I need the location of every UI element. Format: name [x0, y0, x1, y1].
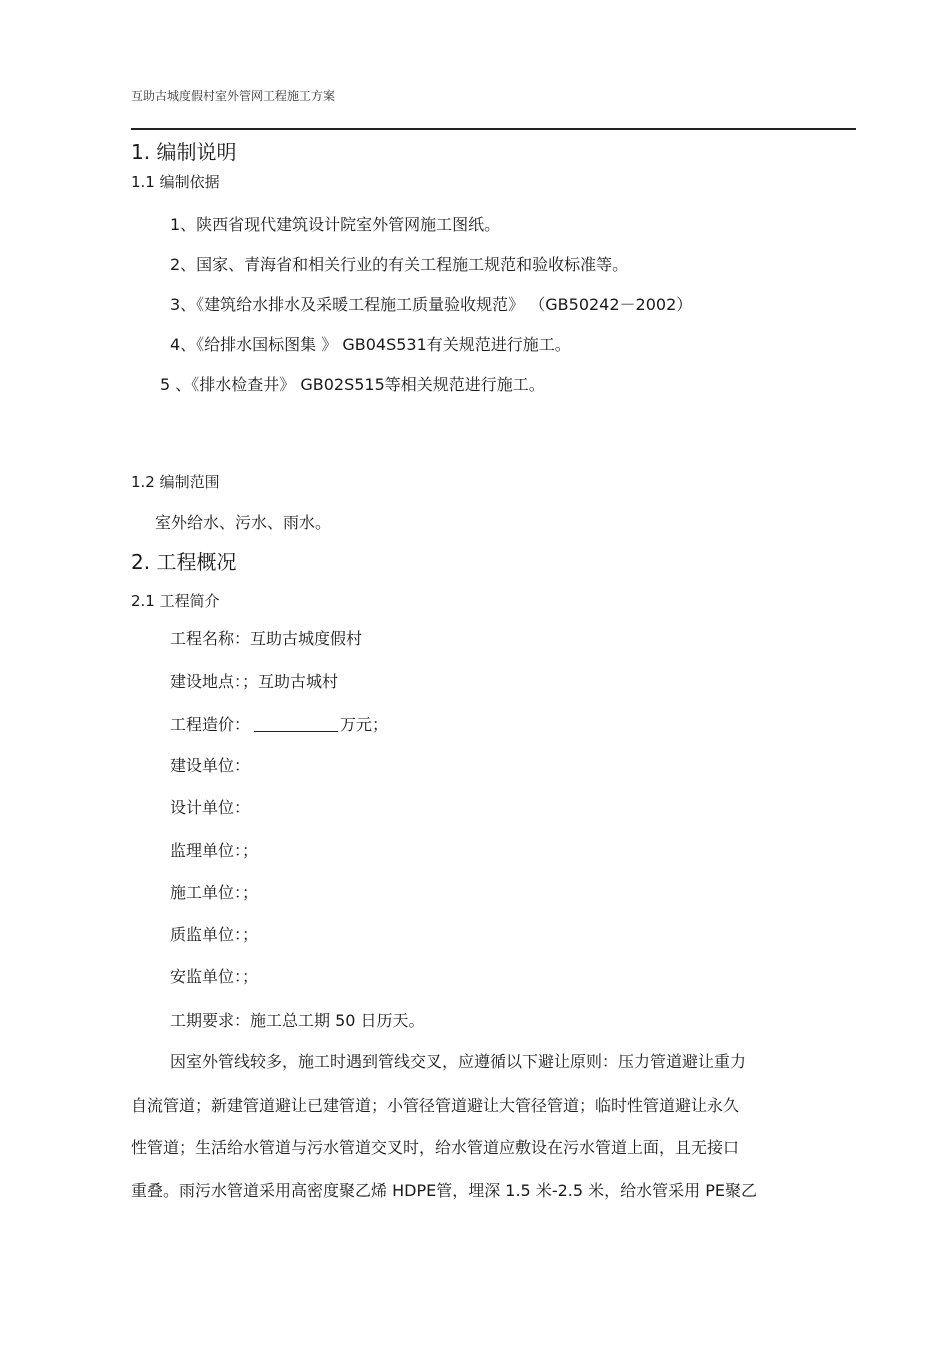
basis-item: 5 、《排水检查井》 GB02S515等相关规范进行施工。	[160, 375, 545, 394]
page-header: 互助古城度假村室外管网工程施工方案	[131, 89, 336, 103]
cost-unit: 万元；	[340, 715, 389, 734]
section-2-1-title: 2.1 工程简介	[131, 592, 220, 610]
section-2-title: 2. 工程概况	[131, 550, 237, 574]
cost-label: 工程造价：	[170, 715, 251, 734]
construction-unit: 施工单位：；	[170, 883, 259, 902]
paragraph-line: 自流管道；新建管道避让已建管道；小管径管道避让大管径管道；临时性管道避让永久	[131, 1096, 740, 1115]
cost-blank-line	[254, 717, 338, 732]
paragraph-line: 重叠。雨污水管道采用高密度聚乙烯 HDPE管，埋深 1.5 米-2.5 米，给水管采用 PE聚乙	[131, 1181, 757, 1200]
basis-item: 4、《给排水国标图集 》 GB04S531有关规范进行施工。	[170, 335, 571, 354]
project-location: 建设地点：；互助古城村	[170, 672, 339, 691]
header-rule	[131, 128, 856, 130]
project-cost	[170, 712, 388, 735]
schedule-requirement: 工期要求：施工总工期 50 日历天。	[170, 1011, 425, 1030]
basis-item: 3、《建筑给水排水及采暖工程施工质量验收规范》 （GB50242－2002）	[170, 295, 693, 314]
section-1-2-title: 1.2 编制范围	[131, 473, 220, 491]
project-name: 工程名称：互助古城度假村	[170, 629, 363, 648]
design-unit: 设计单位：	[170, 798, 251, 817]
supervision-unit: 监理单位：；	[170, 841, 259, 860]
paragraph-line: 性管道；生活给水管道与污水管道交叉时，给水管道应敷设在污水管道上面，且无接口	[131, 1138, 740, 1157]
basis-item: 2、国家、青海省和相关行业的有关工程施工规范和验收标准等。	[170, 255, 629, 274]
quality-unit: 质监单位：；	[170, 925, 259, 944]
owner-unit: 建设单位：	[170, 756, 251, 775]
section-1-title: 1. 编制说明	[131, 140, 237, 164]
basis-item: 1、陕西省现代建筑设计院室外管网施工图纸。	[170, 215, 501, 234]
paragraph-line: 因室外管线较多，施工时遇到管线交叉，应遵循以下避让原则：压力管道避让重力	[170, 1052, 747, 1071]
section-1-1-title: 1.1 编制依据	[131, 173, 220, 191]
scope-text: 室外给水、污水、雨水。	[155, 513, 332, 532]
safety-unit: 安监单位：；	[170, 967, 259, 986]
